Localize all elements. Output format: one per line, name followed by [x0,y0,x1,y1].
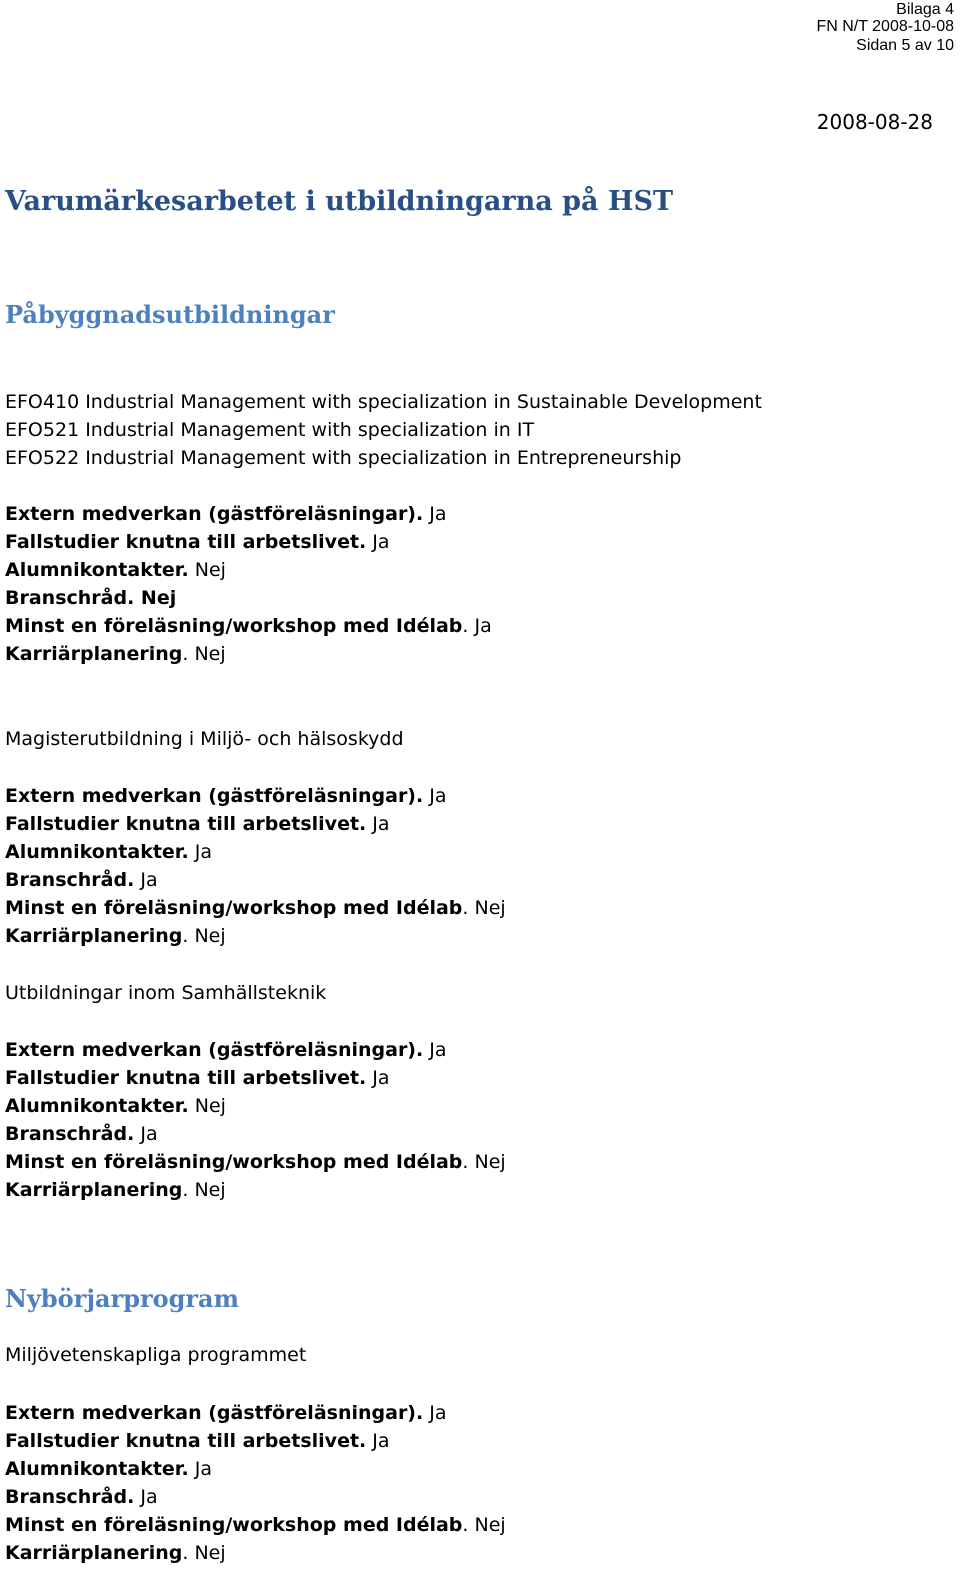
attachment-label: Bilaga 4 [896,1,954,18]
criteria-row [5,1148,506,1176]
page-number: Sidan 5 av 10 [856,37,954,54]
criteria-row [5,1511,506,1539]
criteria-value: Ja [423,503,447,525]
criteria-label: Alumnikontakter. [5,841,189,863]
criteria-value: Ja [366,531,390,553]
criteria-value: . Nej [462,1151,506,1173]
criteria-label: Extern medverkan (gästföreläsningar). [5,785,424,807]
criteria-value: Ja [423,1039,447,1061]
criteria-label: Fallstudier knutna till arbetslivet. [5,1430,367,1452]
criteria-row [5,1427,390,1455]
criteria-row [5,612,492,640]
criteria-row [5,556,226,584]
criteria-row [5,838,212,866]
criteria-label: Minst en föreläsning/workshop med Idélab [5,1514,463,1536]
criteria-row [5,584,176,612]
criteria-value: Ja [366,813,390,835]
criteria-label: Alumnikontakter. [5,559,189,581]
criteria-value: Nej [188,1095,226,1117]
course-efo410: EFO410 Industrial Management with specialization in Sustainable Development [5,391,762,413]
criteria-row [5,500,447,528]
criteria-value: . Nej [182,1542,226,1564]
criteria-row [5,1176,226,1204]
criteria-label: Fallstudier knutna till arbetslivet. [5,1067,367,1089]
criteria-label: Fallstudier knutna till arbetslivet. [5,531,367,553]
criteria-row [5,1539,226,1567]
criteria-value: . Nej [182,643,226,665]
criteria-value: Ja [366,1067,390,1089]
document-title: Varumärkesarbetet i utbildningarna på HST [5,186,674,217]
criteria-value: Ja [366,1430,390,1452]
criteria-row [5,782,447,810]
criteria-label: Branschråd. [5,1123,135,1145]
criteria-value: Nej [188,559,226,581]
criteria-label: Minst en föreläsning/workshop med Idélab [5,1151,463,1173]
criteria-value: Ja [188,1458,212,1480]
criteria-label: Karriärplanering [5,643,183,665]
criteria-row [5,1064,390,1092]
criteria-value: . Nej [182,1179,226,1201]
criteria-row [5,1483,158,1511]
program-heading-miljovetenskap: Miljövetenskapliga programmet [5,1344,307,1366]
criteria-label: Karriärplanering [5,1542,183,1564]
criteria-value: Ja [423,1402,447,1424]
criteria-value: . Nej [182,925,226,947]
reference-label: FN N/T 2008-10-08 [816,18,954,35]
criteria-row [5,1036,447,1064]
criteria-row [5,1455,212,1483]
criteria-value: . Nej [462,897,506,919]
program-heading-magister: Magisterutbildning i Miljö- och hälsoskydd [5,728,404,750]
criteria-row [5,922,226,950]
course-efo522: EFO522 Industrial Management with specialization in Entrepreneurship [5,447,682,469]
criteria-value: Ja [188,841,212,863]
criteria-label: Branschråd. [5,869,135,891]
criteria-label: Branschråd. Nej [5,587,177,609]
section-heading-pabyggnad: Påbyggnadsutbildningar [5,300,335,329]
document-date: 2008-08-28 [816,110,933,134]
criteria-label: Karriärplanering [5,1179,183,1201]
criteria-row [5,528,390,556]
criteria-label: Extern medverkan (gästföreläsningar). [5,1039,424,1061]
criteria-row [5,1092,226,1120]
criteria-value: . Ja [462,615,492,637]
criteria-label: Extern medverkan (gästföreläsningar). [5,503,424,525]
criteria-row [5,1120,158,1148]
criteria-label: Alumnikontakter. [5,1458,189,1480]
criteria-row [5,810,390,838]
criteria-label: Fallstudier knutna till arbetslivet. [5,813,367,835]
program-heading-samhallsteknik: Utbildningar inom Samhällsteknik [5,982,327,1004]
criteria-row [5,1399,447,1427]
criteria-value: Ja [134,1123,158,1145]
course-efo521: EFO521 Industrial Management with specialization in IT [5,419,535,441]
criteria-label: Minst en föreläsning/workshop med Idélab [5,615,463,637]
criteria-label: Minst en föreläsning/workshop med Idélab [5,897,463,919]
criteria-label: Karriärplanering [5,925,183,947]
criteria-value: . Nej [462,1514,506,1536]
criteria-value: Ja [423,785,447,807]
criteria-label: Extern medverkan (gästföreläsningar). [5,1402,424,1424]
criteria-value: Ja [134,869,158,891]
criteria-label: Branschråd. [5,1486,135,1508]
section-heading-nyborjar: Nybörjarprogram [5,1284,239,1313]
criteria-row [5,894,506,922]
criteria-row [5,640,226,668]
criteria-row [5,866,158,894]
criteria-label: Alumnikontakter. [5,1095,189,1117]
criteria-value: Ja [134,1486,158,1508]
